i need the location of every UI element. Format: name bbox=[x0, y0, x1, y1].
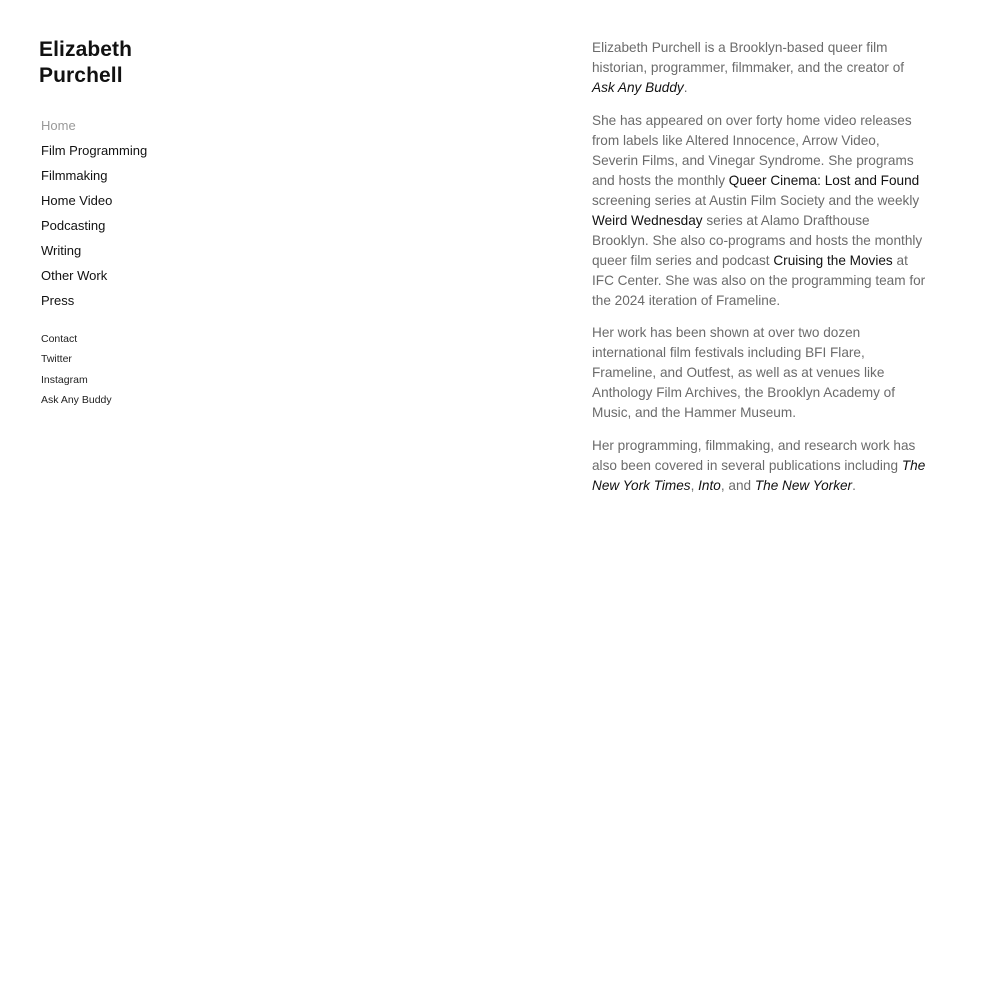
link-instagram[interactable]: Instagram bbox=[41, 373, 88, 386]
weird-wednesday-link[interactable]: Weird Wednesday bbox=[592, 212, 703, 228]
bio-paragraph-4 bbox=[592, 436, 927, 496]
link-ask-any-buddy[interactable]: Ask Any Buddy bbox=[41, 393, 112, 406]
nav-item-home-video[interactable]: Home Video bbox=[41, 193, 113, 208]
main-nav bbox=[41, 113, 147, 313]
nav-item-film-programming[interactable]: Film Programming bbox=[41, 143, 148, 158]
site-title-line-2[interactable]: Purchell bbox=[39, 64, 123, 87]
bio-paragraph-2 bbox=[592, 111, 927, 311]
publication-into: Into bbox=[698, 477, 721, 493]
bio-paragraph-3 bbox=[592, 323, 927, 423]
ask-any-buddy-title: Ask Any Buddy bbox=[592, 80, 684, 95]
bio-text: Her programming, filmmaking, and research work has also been covered in several publications including bbox=[592, 437, 916, 473]
secondary-nav bbox=[41, 329, 112, 410]
cruising-the-movies-link[interactable]: Cruising the Movies bbox=[773, 252, 893, 268]
nav-item-writing[interactable]: Writing bbox=[41, 243, 82, 258]
bio-text: at IFC Center. She was also on the programming team for the 2024 iteration of Frameline. bbox=[592, 252, 926, 308]
bio-content bbox=[592, 38, 927, 508]
nav-item-podcasting[interactable]: Podcasting bbox=[41, 218, 106, 233]
bio-text: series at Alamo Drafthouse Brooklyn. She also co-programs and hosts the monthly queer film series and podcast bbox=[592, 212, 923, 268]
bio-text: , and bbox=[720, 477, 755, 493]
bio-text: Elizabeth Purchell is a Brooklyn-based queer film historian, programmer, filmmaker, and the creator of bbox=[592, 40, 905, 75]
nav-item-other-work[interactable]: Other Work bbox=[41, 268, 108, 283]
bio-text: screening series at Austin Film Society and the weekly bbox=[592, 192, 920, 208]
bio-paragraph-1 bbox=[592, 38, 927, 98]
publication-new-yorker: The New Yorker bbox=[754, 477, 853, 493]
publication-nyt: The New York Times bbox=[592, 457, 926, 493]
link-twitter[interactable]: Twitter bbox=[41, 353, 72, 366]
nav-item-home[interactable]: Home bbox=[41, 118, 76, 133]
site-title[interactable] bbox=[39, 37, 132, 89]
link-contact[interactable]: Contact bbox=[41, 333, 78, 345]
bio-text: . bbox=[852, 477, 856, 493]
queer-cinema-link[interactable]: Queer Cinema: Lost and Found bbox=[728, 172, 920, 188]
nav-item-press[interactable]: Press bbox=[41, 293, 75, 308]
site-title-line-1[interactable]: Elizabeth bbox=[39, 38, 133, 61]
bio-text: , bbox=[690, 477, 699, 493]
nav-item-filmmaking[interactable]: Filmmaking bbox=[41, 168, 108, 183]
bio-text: . bbox=[683, 80, 688, 95]
bio-text: Her work has been shown at over two dozen international film festivals including BFI Flare, Frameline, and Outfest, as well as at venues like Anthology Film Archives, the Brooklyn Academy of Music, and the Hammer Museum. bbox=[592, 325, 895, 420]
bio-text: She has appeared on over forty home video releases from labels like Altered Innocence, Arrow Video, Severin Films, and Vinegar Syndrome. She programs and hosts the monthly bbox=[592, 112, 914, 188]
